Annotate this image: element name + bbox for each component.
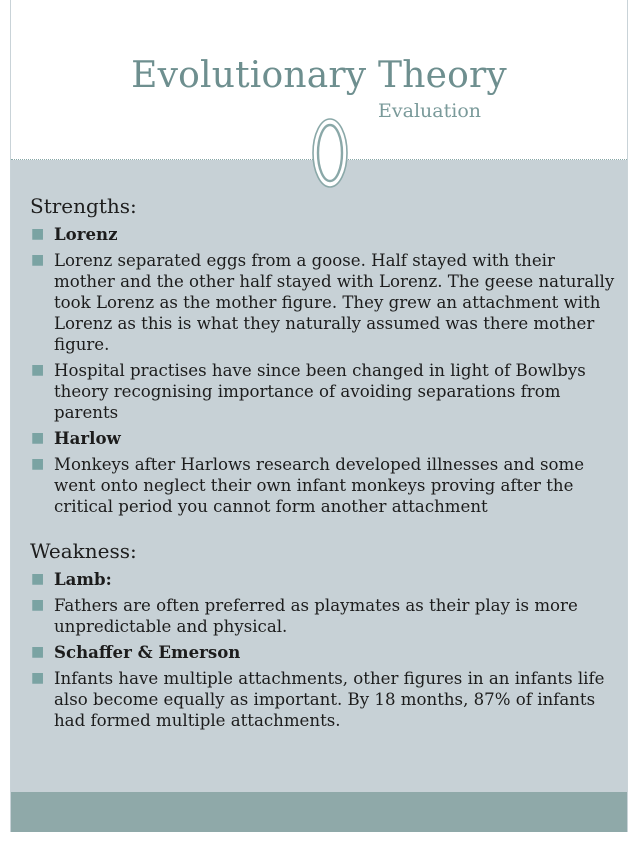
square-bullet-icon: ■ — [31, 456, 45, 472]
square-bullet-icon: ■ — [31, 670, 45, 686]
list-item — [30, 569, 615, 590]
square-bullet-icon: ■ — [31, 226, 45, 242]
list-item-text: Lamb: — [54, 569, 112, 589]
square-bullet-icon: ■ — [31, 644, 45, 660]
slide-title: Evolutionary Theory — [131, 55, 507, 96]
list-item-text: Lorenz — [54, 224, 118, 244]
square-bullet-icon: ■ — [31, 597, 45, 613]
list-item — [30, 642, 615, 663]
list-item — [30, 454, 615, 517]
weakness-heading: Weakness: — [30, 539, 137, 563]
list-item — [30, 360, 615, 423]
slide-subtitle: Evaluation — [378, 100, 481, 122]
list-item-text: Infants have multiple attachments, other figures in an infants life also become equally as important. By 18 months, 87% of infants had formed multiple attachments. — [54, 669, 605, 730]
square-bullet-icon: ■ — [31, 362, 45, 378]
square-bullet-icon: ■ — [31, 430, 45, 446]
list-item — [30, 595, 615, 637]
list-item-text: Fathers are often preferred as playmates as their play is more unpredictable and physical. — [54, 596, 578, 636]
list-item — [30, 224, 615, 245]
list-item — [30, 250, 615, 355]
list-item-text: Harlow — [54, 428, 121, 448]
text-block — [30, 194, 615, 736]
list-item-text: Monkeys after Harlows research developed illnesses and some went onto neglect their own infant monkeys proving after the critical period you cannot form another attachment — [54, 455, 585, 516]
list-item-text: Lorenz separated eggs from a goose. Half stayed with their mother and the other half stayed with Lorenz. The geese naturally took Lorenz as the mother figure. They grew an attachment with Lorenz as this is what they naturally assumed was there mother figure. — [54, 251, 615, 354]
strengths-list — [30, 224, 615, 517]
list-item-text: Hospital practises have since been changed in light of Bowlbys theory recognising importance of avoiding separations from parents — [54, 361, 586, 422]
content-area — [11, 160, 627, 792]
oval-ornament-icon — [311, 116, 349, 190]
list-item — [30, 668, 615, 731]
weakness-list — [30, 569, 615, 731]
list-item-text: Schaffer & Emerson — [54, 642, 241, 662]
square-bullet-icon: ■ — [31, 571, 45, 587]
slide — [10, 0, 628, 832]
strengths-heading: Strengths: — [30, 194, 137, 218]
list-item — [30, 428, 615, 449]
footer-bar — [11, 792, 627, 832]
square-bullet-icon: ■ — [31, 252, 45, 268]
